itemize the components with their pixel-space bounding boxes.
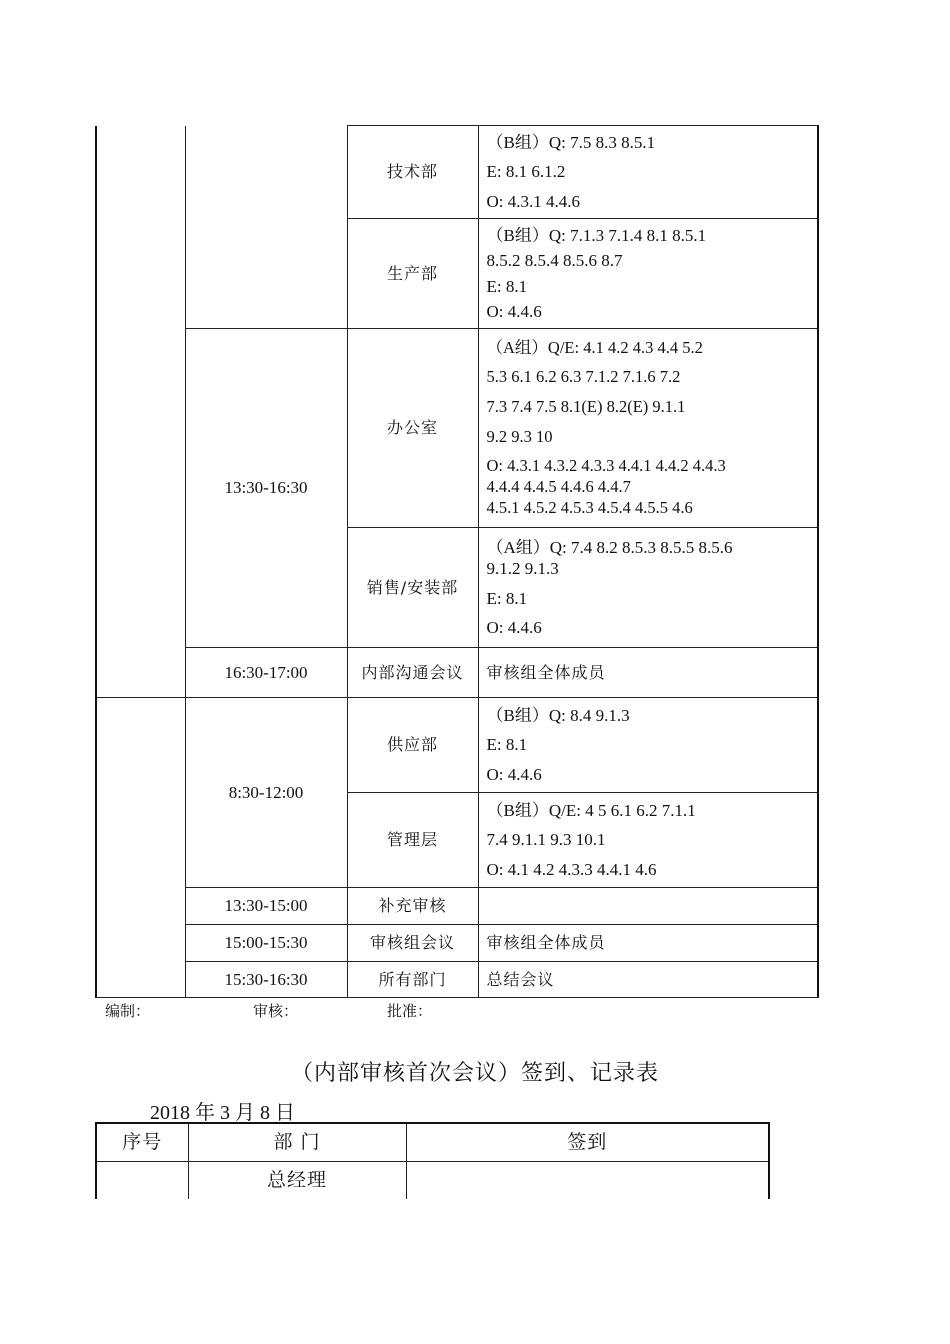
audit-content-cell: 审核组全体成员 [478, 925, 818, 962]
approved-label: 批准： [387, 1002, 433, 1020]
audit-content-cell: （B组）Q: 7.5 8.3 8.5.1 E: 8.1 6.1.2 O: 4.3.1 4.4.6 [478, 126, 818, 219]
audit-content-cell: （B组）Q/E: 4 5 6.1 6.2 7.1.1 7.4 9.1.1 9.3 10.1 O: 4.1 4.2 4.3.3 4.4.1 4.6 [478, 793, 818, 888]
table-row [96, 962, 818, 998]
audit-content-cell: （B组）Q: 8.4 9.1.3 E: 8.1 O: 4.4.6 [478, 698, 818, 793]
row-sign-cell [406, 1162, 769, 1200]
dept-cell: 所有部门 [347, 962, 478, 998]
audit-content-cell: （B组）Q: 7.1.3 7.1.4 8.1 8.5.1 8.5.2 8.5.4 8.5.6 8.7 E: 8.1 O: 4.4.6 [478, 219, 818, 329]
approval-footer [105, 1000, 805, 1021]
audit-content-cell: 审核组全体成员 [478, 648, 818, 698]
dept-cell: 补充审核 [347, 888, 478, 925]
dept-cell: 供应部 [347, 698, 478, 793]
dept-cell: 管理层 [347, 793, 478, 888]
reviewed-label: 审核： [253, 1002, 299, 1020]
table-row [96, 888, 818, 925]
dept-cell: 审核组会议 [347, 925, 478, 962]
time-cell [185, 126, 347, 329]
date-cell [96, 126, 185, 698]
dept-cell: 技术部 [347, 126, 478, 219]
audit-content-cell: 总结会议 [478, 962, 818, 998]
prepared-label: 编制： [105, 1002, 151, 1020]
time-cell: 15:00-15:30 [185, 925, 347, 962]
audit-content-cell [478, 888, 818, 925]
form-title: （内部审核首次会议）签到、记录表 [290, 1061, 659, 1086]
table-row [96, 698, 818, 793]
sign-in-table [95, 1122, 770, 1199]
audit-content-cell: （A组）Q: 7.4 8.2 8.5.3 8.5.5 8.5.6 9.1.2 9.1.3 E: 8.1 O: 4.4.6 [478, 528, 818, 648]
header-sign: 签到 [406, 1123, 769, 1162]
header-no: 序号 [96, 1123, 188, 1162]
table-row [96, 329, 818, 528]
dept-cell: 内部沟通会议 [347, 648, 478, 698]
dept-cell: 办公室 [347, 329, 478, 528]
dept-cell: 销售/安装部 [347, 528, 478, 648]
date-cell [96, 698, 185, 998]
row-dept-cell: 总经理 [188, 1162, 406, 1200]
table-row [96, 126, 818, 219]
table-row [96, 648, 818, 698]
form-date: 2018 年 3 月 8 日 [150, 1102, 295, 1124]
time-cell: 13:30-15:00 [185, 888, 347, 925]
time-cell: 15:30-16:30 [185, 962, 347, 998]
time-cell: 13:30-16:30 [185, 329, 347, 648]
time-cell: 16:30-17:00 [185, 648, 347, 698]
table-row [96, 925, 818, 962]
audit-content-cell: （A组）Q/E: 4.1 4.2 4.3 4.4 5.2 5.3 6.1 6.2 6.3 7.1.2 7.1.6 7.2 7.3 7.4 7.5 8.1(E) 8.2(E) 9.1.1 9.2 9.3 10 O: 4.3.1 4.3.2 4.3.3 4.4.1 4.4.2 4.4.3 4.4.4 4.4.5 4.4.6 4.4.7 4.5.1 4.5.2 4.5.3 4.5.4 4.5.5 4.6 [478, 329, 818, 528]
audit-schedule-table [95, 125, 819, 998]
table-header-row [96, 1123, 769, 1162]
header-dept: 部 门 [188, 1123, 406, 1162]
table-row [96, 1162, 769, 1200]
time-cell: 8:30-12:00 [185, 698, 347, 888]
dept-cell: 生产部 [347, 219, 478, 329]
row-no-cell [96, 1162, 188, 1200]
